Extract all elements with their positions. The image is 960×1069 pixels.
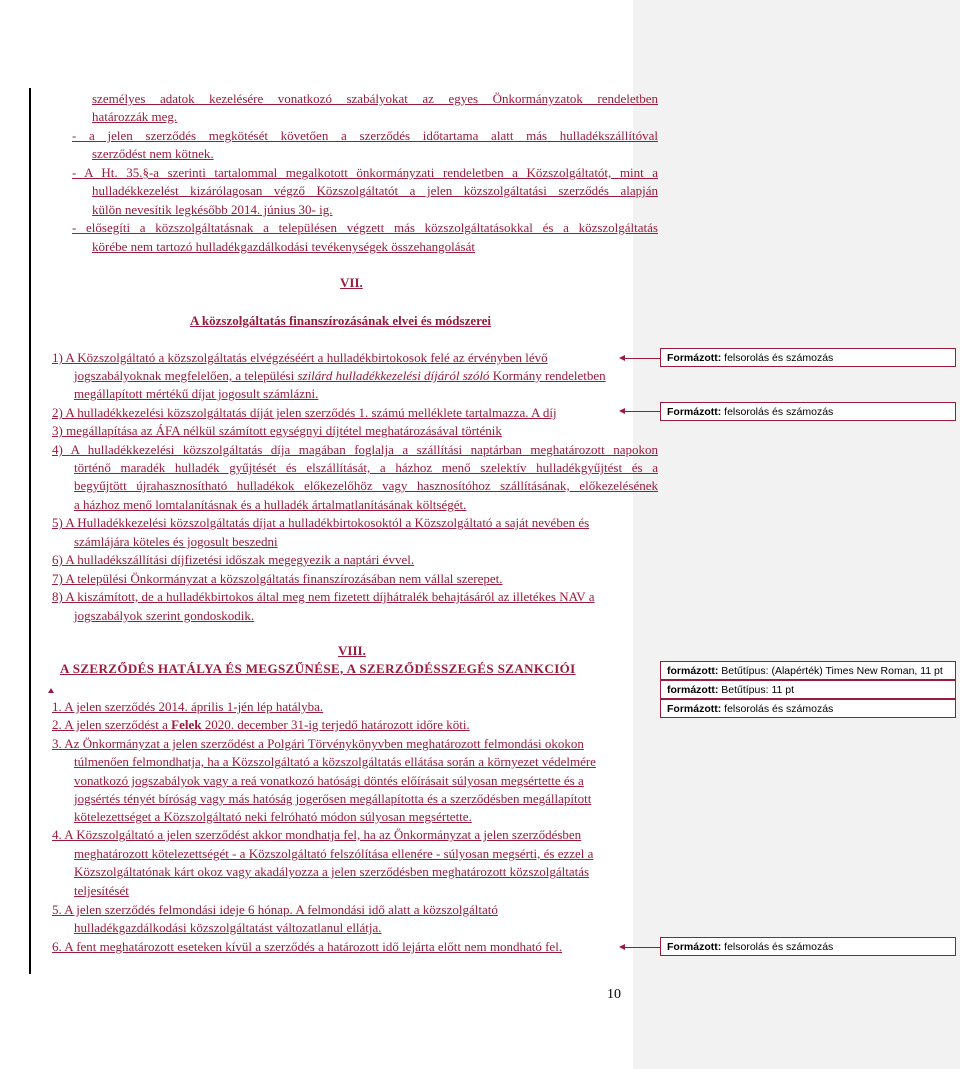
comment-connector	[625, 358, 660, 359]
list-item: 4) A hulladékkezelési közszolgáltatás díja magában foglalja a szállítási naptárban meghatározott napokon	[52, 442, 658, 457]
section-title: A SZERZŐDÉS HATÁLYA ÉS MEGSZŰNÉSE, A SZERZŐDÉSSZEGÉS SZANKCIÓI	[60, 661, 576, 676]
text-line: körébe nem tartozó hulladékgazdálkodási tevékenységek összehangolását	[92, 239, 475, 254]
arrow-left-icon	[619, 944, 625, 950]
comment-sidebar	[633, 0, 960, 1069]
list-item: 4. A Közszolgáltató a jelen szerződést akkor mondhatja fel, ha az Önkormányzat a jelen szerződésben	[52, 827, 582, 842]
list-item: 5. A jelen szerződés felmondási ideje 6 hónap. A felmondási idő alatt a közszolgáltató	[52, 902, 498, 917]
format-comment[interactable]: formázott: Betűtípus: 11 pt	[660, 680, 956, 699]
list-item-continuation: jogszabályok szerint gondoskodik.	[74, 608, 255, 623]
list-item: 1. A jelen szerződés 2014. április 1-jén lép hatályba.	[52, 699, 324, 714]
list-item-continuation: túlmenően felmondhatja, ha a Közszolgáltató a közszolgáltatás ellátása során a környezet védelmére	[74, 754, 596, 769]
format-comment[interactable]: Formázott: felsorolás és számozás	[660, 348, 956, 367]
text-line: külön nevesítik legkésőbb 2014. június 30- ig.	[92, 202, 333, 217]
list-item-continuation: számlájára köteles és jogosult beszedni	[74, 534, 278, 549]
list-item-continuation: vonatkozó jogszabályok vagy a reá vonatkozó hatósági döntés előírásait súlyosan megsértette és a	[74, 773, 584, 788]
text-line: személyes adatok kezelésére vonatkozó szabályokat az egyes Önkormányzatok rendeletben	[92, 91, 658, 106]
insertion-marker	[48, 688, 54, 693]
list-item: 6. A fent meghatározott eseteken kívül a szerződés a határozott idő lejárta előtt nem mondható fel.	[52, 939, 563, 954]
text-line: - elősegíti a közszolgáltatásnak a településen végzett más közszolgáltatásokkal és a közszolgáltatás	[72, 220, 658, 235]
list-item-continuation: teljesítését	[74, 883, 129, 898]
list-item: 6) A hulladékszállítási díjfizetési időszak megegyezik a naptári évvel.	[52, 552, 415, 567]
arrow-left-icon	[619, 355, 625, 361]
comment-connector	[625, 411, 660, 412]
list-item-continuation: megállapított mértékű díjat jogosult számlázni.	[74, 386, 319, 401]
list-item-continuation: jogsértés tényét bíróság vagy más hatóság jogerősen megállapította és a szerződésben megállapított	[74, 791, 592, 806]
section-number: VIII.	[338, 643, 366, 658]
list-item-continuation: hulladékgazdálkodási közszolgáltatást változatlanul ellátja.	[74, 920, 382, 935]
text-line: - a jelen szerződés megkötését követően a szerződés időtartama alatt más hulladékszállítóval	[72, 128, 658, 143]
list-item: 5) A Hulladékkezelési közszolgáltatás díjat a hulladékbirtokosoktól a Közszolgáltató a saját nevében és	[52, 515, 590, 530]
section-title: A közszolgáltatás finanszírozásának elvei és módszerei	[190, 313, 492, 328]
list-item-continuation: a házhoz menő lomtalanításnak és a hulladék ártalmatlanításának költségét.	[74, 497, 467, 512]
list-item-continuation: meghatározott kötelezettségét - a Közszolgáltató felszólítása ellenére - súlyosan megsérti, és ezzel a	[74, 846, 594, 861]
format-comment[interactable]: formázott: Betűtípus: (Alapérték) Times New Roman, 11 pt	[660, 661, 956, 680]
text-line: szerződést nem kötnek.	[92, 146, 214, 161]
list-item: 1) A Közszolgáltató a közszolgáltatás elvégzéséért a hulladékbirtokosok felé az érvényben lévő	[52, 350, 548, 365]
list-item: 8) A kiszámított, de a hulladékbirtokos által meg nem fizetett díjhátralék behajtásáról az illetékes NAV a	[52, 589, 595, 604]
list-item-continuation: történő maradék hulladék gyűjtését és elszállítását, a házhoz menő szelektív hulladékgyűjtést és a	[74, 460, 658, 475]
list-item-continuation: begyűjtött újrahasznosítható hulladékok előkezelőhöz vagy hasznosítóhoz szállításának, előkezelésének	[74, 478, 658, 493]
text-line: - A Ht. 35.§-a szerinti tartalommal megalkotott önkormányzati rendeletben a Közszolgáltatót, mint a	[72, 165, 658, 180]
list-item-continuation: kötelezettséget a Közszolgáltató neki felróható módon súlyosan megsértette.	[74, 809, 472, 824]
page-number: 10	[607, 987, 621, 1002]
format-comment[interactable]: Formázott: felsorolás és számozás	[660, 699, 956, 718]
format-comment[interactable]: Formázott: felsorolás és számozás	[660, 402, 956, 421]
text-line: hulladékkezelést kizárólagosan végző Közszolgáltatót a jelen közszolgáltatási szerződés alapján	[92, 183, 658, 198]
list-item-continuation: jogszabályoknak megfelelően, a települési szilárd hulladékkezelési díjáról szóló Kormány rendeletben	[74, 368, 606, 383]
list-item-continuation: Közszolgáltatónak kárt okoz vagy akadályozza a jelen szerződésben meghatározott közszolgáltatás	[74, 864, 590, 879]
section-number: VII.	[340, 275, 363, 290]
list-item: 3) megállapítása az ÁFA nélkül számított egységnyi díjtétel meghatározásával történik	[52, 423, 502, 438]
list-item: 2) A hulladékkezelési közszolgáltatás díját jelen szerződés 1. számú melléklete tartalmazza. A díj	[52, 405, 557, 420]
format-comment[interactable]: Formázott: felsorolás és számozás	[660, 937, 956, 956]
change-bar	[29, 88, 31, 974]
list-item: 7) A települési Önkormányzat a közszolgáltatás finanszírozásában nem vállal szerepet.	[52, 571, 503, 586]
text-line: határozzák meg.	[92, 109, 178, 124]
list-item: 3. Az Önkormányzat a jelen szerződést a Polgári Törvénykönyvben meghatározott felmondási okokon	[52, 736, 584, 751]
list-item: 2. A jelen szerződést a Felek 2020. december 31-ig terjedő határozott időre köti.	[52, 717, 470, 732]
comment-connector	[625, 947, 660, 948]
arrow-left-icon	[619, 408, 625, 414]
